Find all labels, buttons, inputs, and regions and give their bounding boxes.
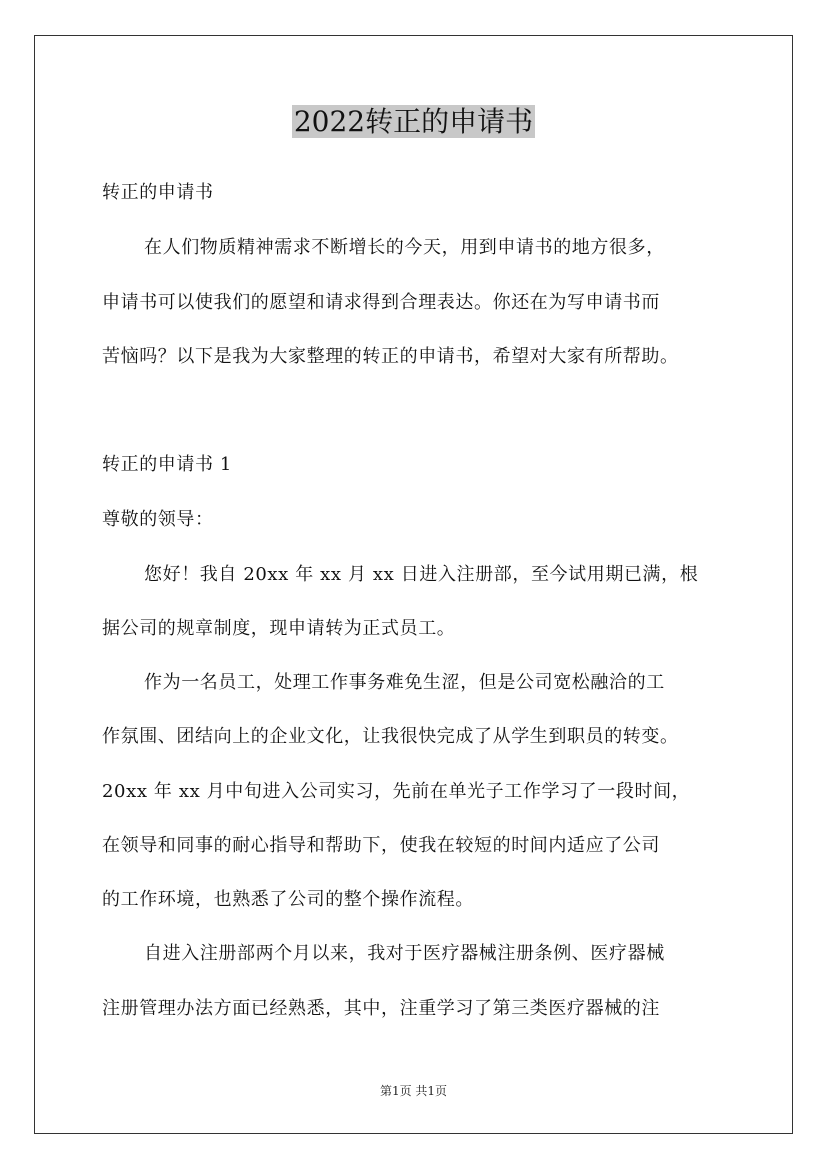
document-title: 2022转正的申请书 — [293, 105, 534, 138]
paragraph-2-line-5: 的工作环境，也熟悉了公司的整个操作流程。 — [102, 889, 474, 910]
page-footer: 第1页 共1页 — [379, 1084, 448, 1098]
paragraph-1-line-1: 您好！我自 20xx 年 xx 月 xx 日进入注册部，至今试用期已满，根 — [144, 564, 699, 585]
paragraph-2-line-4: 在领导和同事的耐心指导和帮助下，使我在较短的时间内适应了公司 — [102, 835, 660, 856]
paragraph-2-line-2: 作氛围、团结向上的企业文化，让我很快完成了从学生到职员的转变。 — [102, 726, 679, 747]
intro-paragraph-line-1: 在人们物质精神需求不断增长的今天，用到申请书的地方很多， — [144, 237, 665, 258]
salutation: 尊敬的领导： — [102, 509, 214, 530]
section-heading-1: 转正的申请书 1 — [102, 454, 232, 475]
paragraph-2-line-3: 20xx 年 xx 月中旬进入公司实习，先前在单光子工作学习了一段时间， — [102, 781, 691, 802]
intro-paragraph-line-3: 苦恼吗？以下是我为大家整理的转正的申请书，希望对大家有所帮助。 — [102, 346, 679, 367]
paragraph-3-line-2: 注册管理办法方面已经熟悉，其中，注重学习了第三类医疗器械的注 — [102, 998, 660, 1019]
intro-paragraph-line-2: 申请书可以使我们的愿望和请求得到合理表达。你还在为写申请书而 — [102, 292, 660, 313]
paragraph-3-line-1: 自进入注册部两个月以来，我对于医疗器械注册条例、医疗器械 — [144, 943, 665, 964]
intro-heading: 转正的申请书 — [102, 182, 214, 203]
paragraph-1-line-2: 据公司的规章制度，现申请转为正式员工。 — [102, 618, 456, 639]
paragraph-2-line-1: 作为一名员工，处理工作事务难免生涩，但是公司宽松融洽的工 — [144, 672, 665, 693]
